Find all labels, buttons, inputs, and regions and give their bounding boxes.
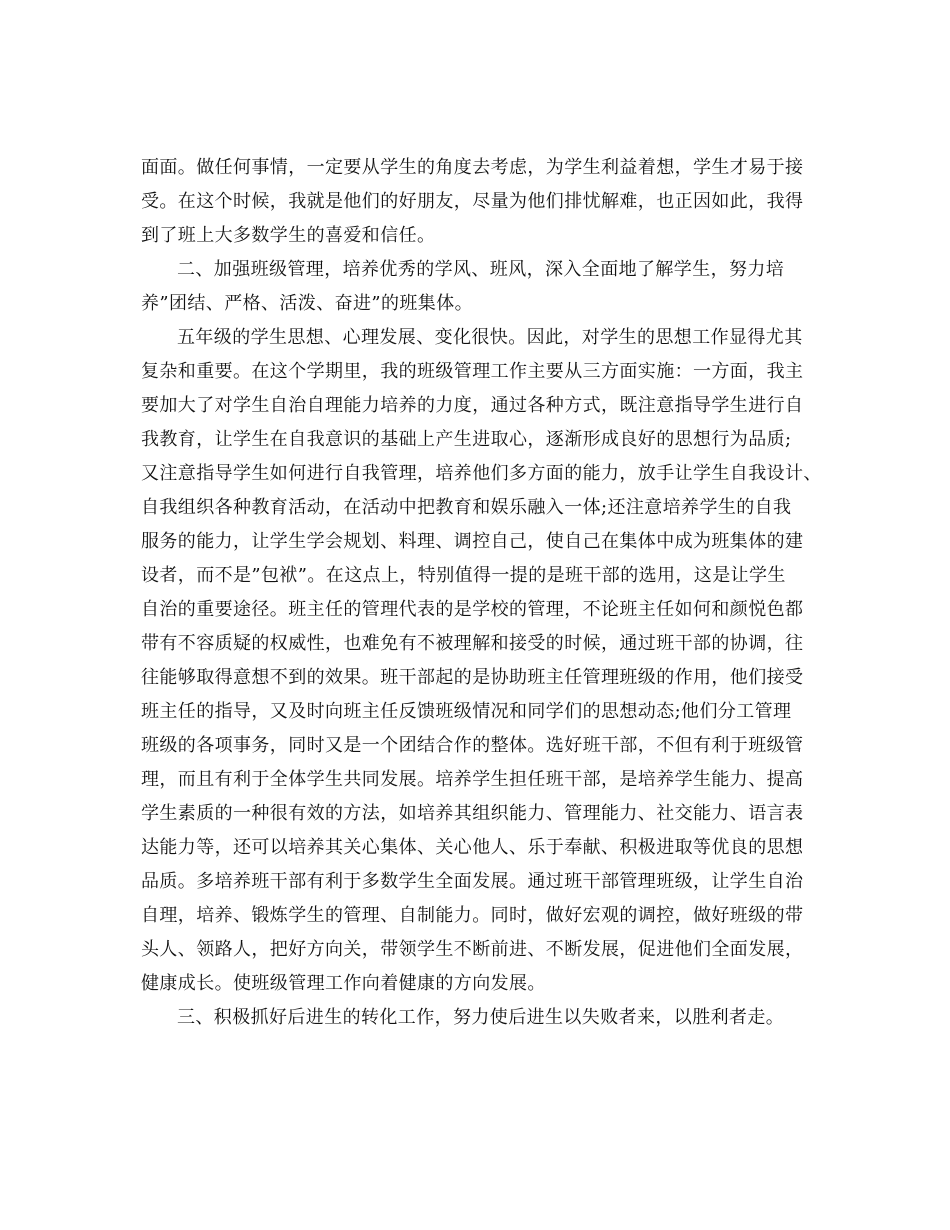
text-line: 往能够取得意想不到的效果。班干部起的是协助班主任管理班级的作用，他们接受	[141, 667, 804, 688]
text-line: 品质。多培养班干部有利于多数学生全面发展。通过班干部管理班级，让学生自治	[141, 871, 804, 892]
text-line: 健康成长。使班级管理工作向着健康的方向发展。	[141, 973, 546, 994]
text-line: 自理，培养、锻炼学生的管理、自制能力。同时，做好宏观的调控，做好班级的带	[141, 905, 804, 926]
section-heading-2: 二、加强班级管理，培养优秀的学风、班风，深入全面地了解学生，努力培	[177, 259, 785, 280]
text-line: 又注意指导学生如何进行自我管理，培养他们多方面的能力，放手让学生自我设计、	[141, 463, 822, 484]
text-line: 自治的重要途径。班主任的管理代表的是学校的管理，不论班主任如何和颜悦色都	[141, 599, 804, 620]
text-line: 学生素质的一种很有效的方法，如培养其组织能力、管理能力、社交能力、语言表	[141, 803, 804, 824]
text-line: 班级的各项事务，同时又是一个团结合作的整体。选好班干部，不但有利于班级管	[141, 735, 804, 756]
section-heading-2-cont: 养”团结、严格、活泼、奋进”的班集体。	[141, 293, 474, 314]
text-line: 我教育，让学生在自我意识的基础上产生进取心，逐渐形成良好的思想行为品质;	[141, 429, 792, 450]
paragraph-start: 五年级的学生思想、心理发展、变化很快。因此，对学生的思想工作显得尤其	[177, 327, 803, 348]
text-line: 设者，而不是”包袱”。在这点上，特别值得一提的是班干部的选用，这是让学生	[141, 565, 786, 586]
text-line: 到了班上大多数学生的喜爱和信任。	[141, 225, 436, 246]
text-line: 头人、领路人，把好方向关，带领学生不断前进、不断发展，促进他们全面发展，	[141, 939, 804, 960]
text-line: 理，而且有利于全体学生共同发展。培养学生担任班干部，是培养学生能力、提高	[141, 769, 804, 790]
text-line: 自我组织各种教育活动，在活动中把教育和娱乐融入一体;还注意培养学生的自我	[141, 497, 792, 518]
document-body	[141, 151, 831, 1035]
section-heading-3: 三、积极抓好后进生的转化工作，努力使后进生以失败者来，以胜利者走。	[177, 1007, 785, 1028]
text-line: 达能力等，还可以培养其关心集体、关心他人、乐于奉献、积极进取等优良的思想	[141, 837, 804, 858]
text-line: 班主任的指导，又及时向班主任反馈班级情况和同学们的思想动态;他们分工管理	[141, 701, 792, 722]
text-line: 受。在这个时候，我就是他们的好朋友，尽量为他们排忧解难，也正因如此，我得	[141, 191, 804, 212]
text-line: 服务的能力，让学生学会规划、料理、调控自己，使自己在集体中成为班集体的建	[141, 531, 804, 552]
text-line: 要加大了对学生自治自理能力培养的力度，通过各种方式，既注意指导学生进行自	[141, 395, 804, 416]
text-line: 带有不容质疑的权威性，也难免有不被理解和接受的时候，通过班干部的协调，往	[141, 633, 804, 654]
text-line: 面面。做任何事情，一定要从学生的角度去考虑，为学生利益着想，学生才易于接	[141, 157, 804, 178]
text-line: 复杂和重要。在这个学期里，我的班级管理工作主要从三方面实施：一方面，我主	[141, 361, 804, 382]
